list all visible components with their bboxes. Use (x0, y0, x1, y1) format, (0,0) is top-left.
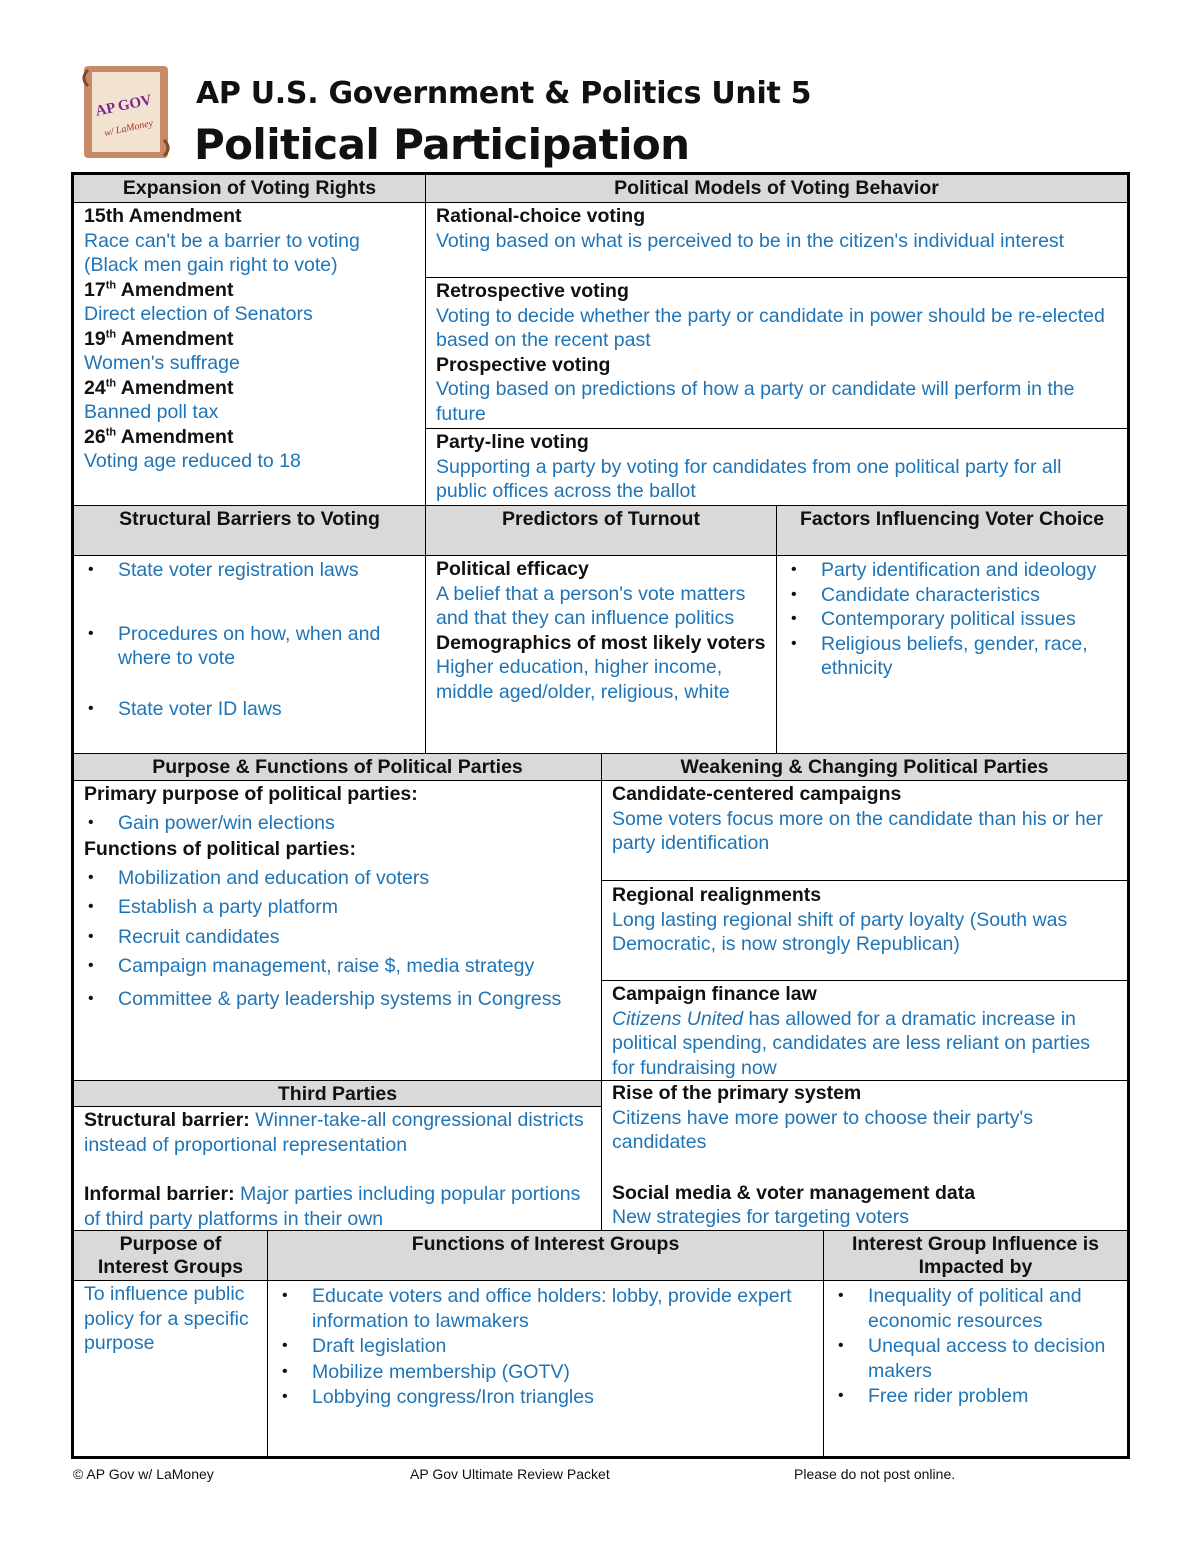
list-item: • Candidate characteristics (787, 583, 1117, 608)
expansion-cell (74, 203, 426, 506)
amendment-24: 24th Amendment Banned poll tax (84, 376, 234, 423)
list-item: • Inequality of political and economic resources (834, 1284, 1117, 1333)
amendment-26: 26th Amendment Voting age reduced to 18 (84, 425, 301, 472)
third-parties-heading: Third Parties (74, 1081, 602, 1107)
ig-purpose-heading: Purpose of Interest Groups (74, 1231, 268, 1281)
ig-influence-heading: Interest Group Influence is Impacted by (824, 1231, 1127, 1281)
ig-functions-heading: Functions of Interest Groups (268, 1231, 824, 1281)
models-heading: Political Models of Voting Behavior (426, 175, 1127, 203)
list-item: • Draft legislation (278, 1334, 813, 1359)
list-item: • Procedures on how, when and where to vote (84, 622, 415, 671)
list-item: • Recruit candidates (84, 925, 591, 950)
list-item: • State voter ID laws (84, 697, 415, 722)
retro-prospective-cell: Retrospective voting Voting to decide whether the party or candidate in power should be re-elected based on the recent past Prospective voting Voting based on predictions of how a party or candidate will perform in the future (426, 278, 1127, 429)
list-item: • Contemporary political issues (787, 607, 1117, 632)
turnout-cell: Political efficacy A belief that a person's vote matters and that they can influence politics Demographics of most likely voters Higher education, higher income, middle aged/older, religious, white (426, 556, 777, 754)
scroll-logo-icon (74, 60, 178, 164)
amendment-17: 17th Amendment Direct election of Senators (84, 278, 313, 325)
campaign-finance-cell: Campaign finance law Citizens United has allowed for a dramatic increase in political spending, candidates are less reliant on parties for fundraising now (602, 981, 1127, 1081)
list-item: • State voter registration laws (84, 558, 415, 583)
amendment-19: 19th Amendment Women's suffrage (84, 327, 240, 374)
amendment-15: 15th Amendment Race can't be a barrier to voting (Black men gain right to vote) (84, 205, 360, 276)
list-item: • Educate voters and office holders: lobby, provide expert information to lawmakers (278, 1284, 813, 1333)
turnout-heading: Predictors of Turnout (426, 506, 777, 556)
rational-choice-cell: Rational-choice voting Voting based on what is perceived to be in the citizen's individual interest (426, 203, 1127, 278)
list-item: • Mobilization and education of voters (84, 866, 591, 891)
choice-cell (777, 556, 1127, 754)
list-item: • Campaign management, raise $, media strategy (84, 954, 591, 979)
review-table (71, 172, 1130, 1459)
candidate-centered-cell: Candidate-centered campaigns Some voters focus more on the candidate than his or her party identification (602, 781, 1127, 881)
regional-realignment-cell: Regional realignments Long lasting regional shift of party loyalty (South was Democratic, is now strongly Republican) (602, 881, 1127, 981)
expansion-heading: Expansion of Voting Rights (74, 175, 426, 203)
footer-notice: Please do not post online. (794, 1466, 956, 1482)
list-item: • Party identification and ideology (787, 558, 1117, 583)
party-purpose-cell: Primary purpose of political parties: • Gain power/win elections Functions of political parties: • Mobilization and education of voters • Establish a party platform • Recruit candidates • Campaign management, raise $, media strategy • Committee & party leadership systems in Congress (74, 781, 602, 1081)
ig-influence-cell (824, 1281, 1127, 1456)
list-item: • Establish a party platform (84, 895, 591, 920)
party-line-cell: Party-line voting Supporting a party by voting for candidates from one political party for all public offices across the ballot (426, 429, 1127, 506)
purpose-heading: Purpose & Functions of Political Parties (74, 754, 602, 781)
svg-text:AP GOV: AP GOV (94, 92, 154, 120)
barriers-cell (74, 556, 426, 754)
list-item: • Religious beliefs, gender, race, ethnicity (787, 632, 1117, 681)
footer-copyright: © AP Gov w/ LaMoney (73, 1466, 214, 1482)
page-header (74, 58, 1134, 169)
choice-heading: Factors Influencing Voter Choice (777, 506, 1127, 556)
ig-functions-cell (268, 1281, 824, 1456)
list-item: • Gain power/win elections (84, 811, 591, 836)
list-item: • Committee & party leadership systems in Congress (84, 984, 591, 1014)
weakening-heading: Weakening & Changing Political Parties (602, 754, 1127, 781)
third-parties-cell: Structural barrier: Winner-take-all congressional districts instead of proportional representation Informal barrier: Major parties including popular portions of third party platforms in their own (74, 1107, 602, 1231)
list-item: • Free rider problem (834, 1384, 1117, 1409)
footer-packet-name: AP Gov Ultimate Review Packet (410, 1466, 610, 1482)
unit-title: AP U.S. Government & Politics Unit 5 (196, 76, 812, 111)
svg-text:w/ LaMoney: w/ LaMoney (103, 117, 155, 140)
ig-purpose-cell: To influence public policy for a specific purpose (74, 1281, 268, 1456)
page-title: Political Participation (194, 120, 690, 169)
barriers-heading: Structural Barriers to Voting (74, 506, 426, 556)
primary-social-cell: Rise of the primary system Citizens have more power to choose their party's candidates Social media & voter management data New strategies for targeting voters (602, 1081, 1127, 1231)
list-item: • Mobilize membership (GOTV) (278, 1360, 813, 1385)
list-item: • Lobbying congress/Iron triangles (278, 1385, 813, 1410)
list-item: • Unequal access to decision makers (834, 1334, 1117, 1383)
